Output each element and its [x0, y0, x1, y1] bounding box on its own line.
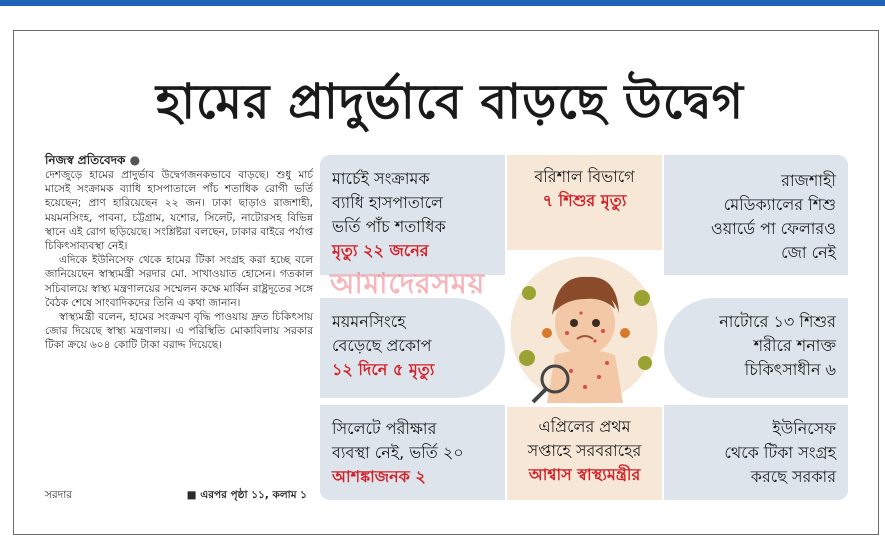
- sick-child-illustration: [507, 253, 662, 408]
- tile-mymensingh: [320, 298, 505, 398]
- paragraph-3: স্বাস্থ্যমন্ত্রী বলেন, হামের সংক্রমণ বৃদ্ধি পাওয়ায় দ্রুত চিকিৎসায় জোর দিয়েছে স্বাস্থ্য মন্ত্রণালয়। এ পরিস্থিতি মোকাবিলায় সরকার টিকা ক্রয়ে ৬০৪ কোটি টাকা বরাদ্দ দিয়েছে।: [45, 311, 313, 352]
- tile-text: বরিশাল বিভাগে: [534, 167, 635, 186]
- tile-text: নাটোরে ১৩ শিশুর: [719, 312, 836, 331]
- tile-text: ব্যবস্থা নেই, ভর্তি ২০: [332, 443, 464, 462]
- continued-text: এরপর পৃষ্ঠা ১১, কলাম ১: [200, 489, 307, 501]
- tile-text: চিকিৎসাধীন ৬: [744, 360, 836, 379]
- tile-text: শরীরে শনাক্ত: [753, 336, 836, 355]
- tile-barishal: [507, 155, 662, 250]
- tile-text: সপ্তাহে সরবরাহের: [527, 441, 642, 460]
- tile-rajshahi: [664, 155, 848, 275]
- continued-note: ■ এরপর পৃষ্ঠা ১১, কলাম ১: [186, 489, 307, 501]
- tile-natore: [664, 298, 848, 398]
- tile-highlight: আশঙ্কাজনক ২: [332, 467, 426, 486]
- tile-text: থেকে টিকা সংগ্রহ: [724, 443, 836, 462]
- tile-text: ইউনিসেফ: [772, 419, 836, 438]
- paragraph-2: এদিকে ইউনিসেফ থেকে হামের টিকা সংগ্রহ করা হচ্ছে বলে জানিয়েছেন স্বাস্থ্যমন্ত্রী সরদার মো. সাখাওয়াত হোসেন। গতকাল সচিবালয়ে স্বাস্থ্য মন্ত্রণালয়ের সম্মেলন কক্ষে মার্কিন রাষ্ট্রদূতের সঙ্গে বৈঠক শেষে সাংবাদিকদের তিনি এ কথা জানান।: [45, 254, 313, 309]
- tile-text: ওয়ার্ডে পা ফেলারও: [710, 219, 836, 238]
- tile-text: ময়মনসিংহে: [332, 312, 406, 331]
- tile-highlight: ১২ দিনে ৫ মৃত্যু: [332, 360, 435, 379]
- tile-unicef: [664, 405, 848, 500]
- top-color-bar: [0, 0, 885, 6]
- continuation-line: [45, 488, 307, 505]
- tile-text: জো নেই: [781, 243, 836, 262]
- tile-text: ব্যাধি হাসপাতালে: [332, 193, 443, 212]
- tile-text: সিলেটে পরীক্ষার: [332, 419, 437, 438]
- tile-march-hospital: [320, 155, 505, 275]
- tile-highlight: মৃত্যু ২২ জনের: [332, 241, 429, 260]
- tile-text: রাজশাহী: [781, 171, 836, 190]
- tile-text: মেডিক্যালের শিশু: [723, 195, 836, 214]
- tile-text: ভর্তি পাঁচ শতাধিক: [332, 217, 446, 236]
- tile-highlight: আশ্বাস স্বাস্থ্যমন্ত্রীর: [528, 465, 641, 484]
- info-grid: [320, 155, 848, 500]
- bullet-icon: ●: [129, 153, 141, 167]
- tile-text: বেড়েছে প্রকোপ: [332, 336, 432, 355]
- tile-april: [507, 407, 662, 500]
- byline-text: নিজস্ব প্রতিবেদক: [45, 153, 126, 167]
- watermark-logo: আমাদেরসময়: [330, 267, 486, 300]
- tile-text: করছে সরকার: [750, 467, 836, 486]
- article-body: [45, 168, 313, 353]
- tile-text: মার্চেই সংক্রামক: [332, 169, 430, 188]
- tile-sylhet: [320, 405, 505, 500]
- tile-text: এপ্রিলের প্রথম: [538, 417, 631, 436]
- last-word: সরদার: [45, 489, 73, 501]
- tile-highlight: ৭ শিশুর মৃত্যু: [542, 191, 627, 210]
- headline: হামের প্রাদুর্ভাবে বাড়ছে উদ্বেগ: [155, 74, 745, 130]
- paragraph-1: দেশজুড়ে হামের প্রাদুর্ভাব উদ্বেগজনকভাবে বাড়ছে। শুধু মার্চ মাসেই সংক্রামক ব্যাধি হাসপাতালে পাঁচ শতাধিক রোগী ভর্তি হয়েছেন; প্রাণ হারিয়েছেন ২২ জন। ঢাকা ছাড়াও রাজশাহী, ময়মনসিংহ, পাবনা, চট্টগ্রাম, যশোর, সিলেট, নাটোরসহ বিভিন্ন স্থানে এই রোগ ছড়িয়েছে। সংশ্লিষ্টরা বলছেন, ঢাকার বাইরে পর্যাপ্ত চিকিৎসাব্যবস্থা নেই।: [45, 169, 313, 253]
